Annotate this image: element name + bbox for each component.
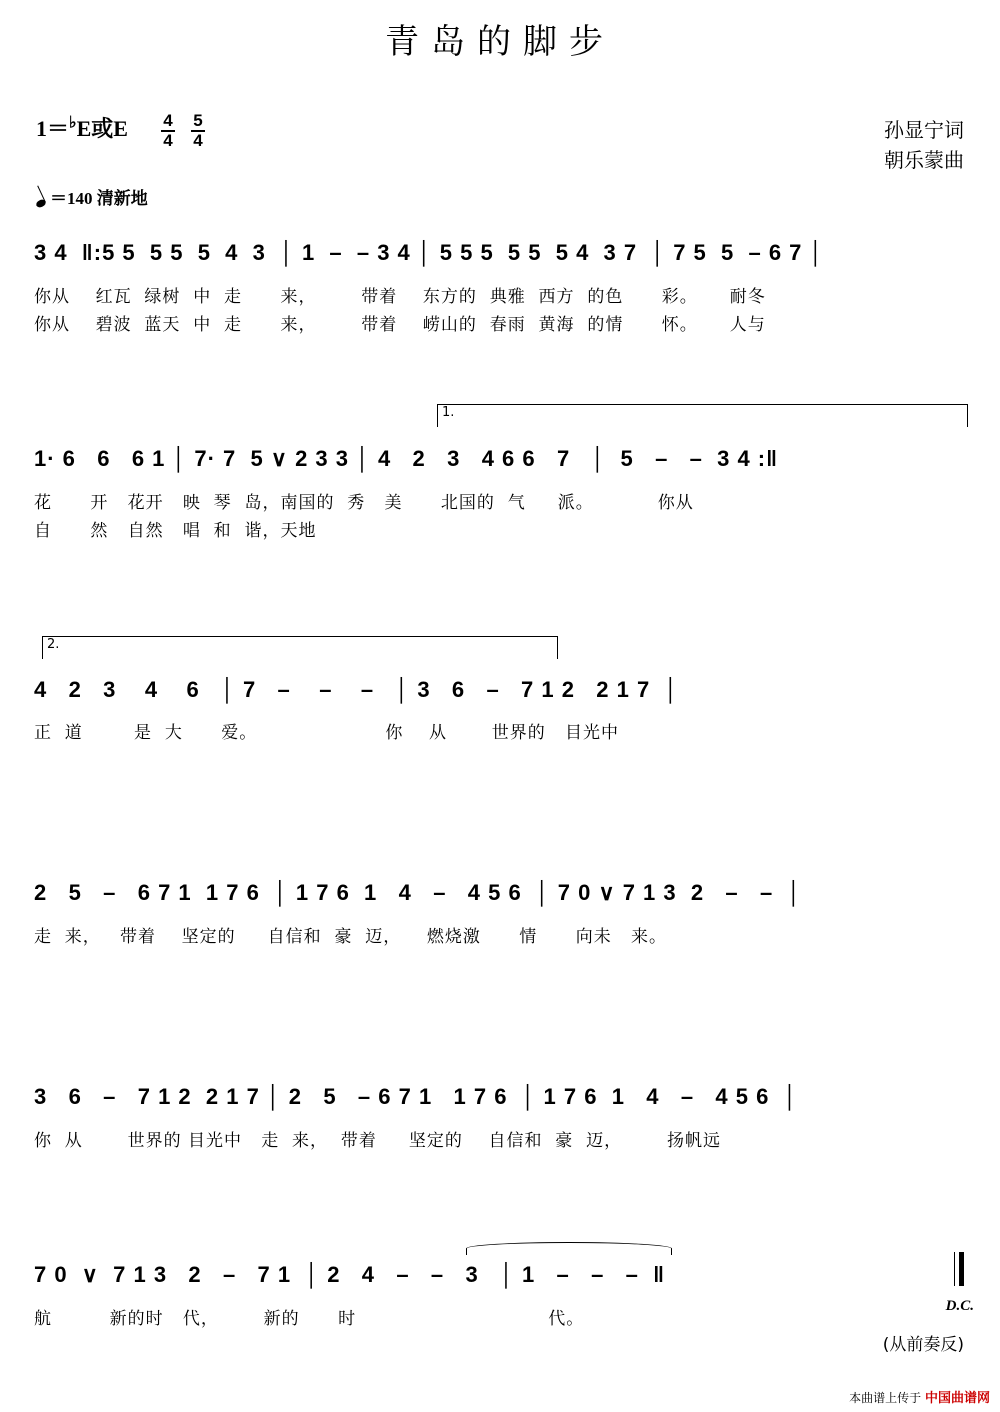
- notation-line-6: 7 0 ∨ 7 1 3 2 – 7 1 │ 2 4 – – 3 │ 1 – – – ‖: [34, 1262, 666, 1287]
- notation-line-4: 2 5 – 6 7 1 1 7 6 │ 1 7 6 1 4 – 4 5 6 │ 7 0 ∨ 7 1 3 2 – – │: [34, 880, 803, 905]
- notation-line-1: 3 4 ‖:5 5 5 5 5 4 3 │ 1 – – 3 4 │ 5 5 5 5 5 5 4 3 7 │ 7 5 5 – 6 7 │: [34, 240, 825, 265]
- second-ending-bracket: 2.: [42, 636, 558, 659]
- site-logo: 中国曲谱网: [924, 1391, 990, 1406]
- notation-line-3: 4 2 3 4 6 │ 7 – – – │ 3 6 – 7 1 2 2 1 7 │: [34, 677, 680, 702]
- tie-arc: [466, 1242, 672, 1255]
- lyric-line-3: 正 道 是 大 爱。 你 从 世界的 目光中: [34, 723, 619, 743]
- lyric-line-1-verse-1: 你从 红瓦 绿树 中 走 来， 带着 东方的 典雅 西方 的色 彩。 耐冬: [34, 287, 766, 307]
- tempo-marking: ＝140 清新地: [36, 184, 148, 209]
- lyric-line-4: 走 来， 带着 坚定的 自信和 豪 迈， 燃烧激 情 向未 来。: [34, 927, 667, 947]
- notation-line-2: 1· 6 6 6 1 │ 7· 7 5 ∨ 2 3 3 │ 4 2 3 4 6 6 7 │ 5 – – 3 4 :‖: [34, 446, 779, 471]
- source-footer: 本曲谱上传于 中国曲谱网: [849, 1391, 990, 1406]
- lyric-line-2-verse-1: 花 开 花开 映 琴 岛，南国的 秀 美 北国的 气 派。 你从: [34, 493, 694, 513]
- song-title: 青岛的脚步: [385, 22, 615, 62]
- da-capo-note: (从前奏反): [882, 1335, 964, 1355]
- key-signature: 1＝♭E或E: [36, 114, 128, 141]
- quarter-note-icon: [35, 198, 47, 209]
- da-capo-marking: D.C.: [945, 1298, 974, 1314]
- time-signature-4-4: 4 4: [160, 113, 176, 149]
- lyric-line-1-verse-2: 你从 碧波 蓝天 中 走 来， 带着 崂山的 春雨 黄海 的情 怀。 人与: [34, 315, 766, 335]
- lyricist-credit: 孙显宁词: [884, 118, 964, 142]
- notation-line-5: 3 6 – 7 1 2 2 1 7 │ 2 5 – 6 7 1 1 7 6 │ 1 7 6 1 4 – 4 5 6 │: [34, 1084, 799, 1109]
- lyric-line-2-verse-2: 自 然 自然 唱 和 谐，天地: [34, 521, 317, 541]
- first-ending-bracket: 1.: [437, 404, 968, 427]
- time-signature-5-4: 5 4: [190, 113, 206, 149]
- composer-credit: 朝乐蒙曲: [884, 148, 964, 172]
- final-barline: [954, 1252, 958, 1286]
- lyric-line-5: 你 从 世界的 目光中 走 来， 带着 坚定的 自信和 豪 迈， 扬帆远: [34, 1131, 721, 1151]
- lyric-line-6: 航 新的时 代， 新的 时 代。: [34, 1309, 585, 1329]
